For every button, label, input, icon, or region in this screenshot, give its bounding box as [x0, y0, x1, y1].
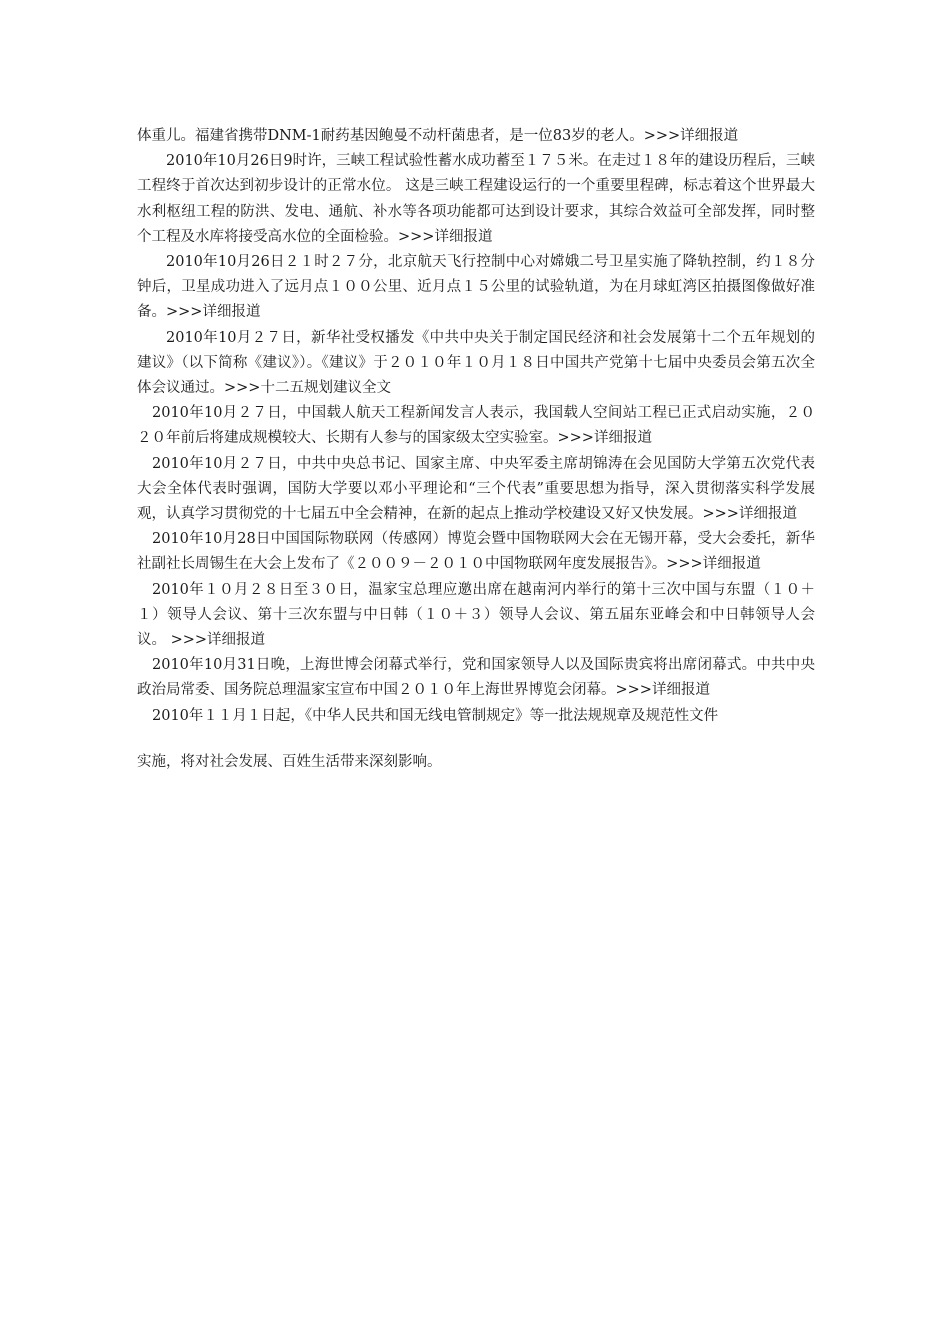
paragraph-4: 2010年10月２７日，新华社受权播发《中共中央关于制定国民经济和社会发展第十二个五年规划的建议》（以下简称《建议》）。《建议》于２０１０年１０月１８日中国共产党第十七届中央委员会第五次全体会议通过。>>>十二五规划建议全文: [137, 329, 815, 397]
document-body: [137, 124, 815, 775]
paragraph-9: 2010年10月31日晚，上海世博会闭幕式举行，党和国家领导人以及国际贵宾将出席闭幕式。中共中央政治局常委、国务院总理温家宝宣布中国２０１０年上海世界博览会闭幕。>>>详细报道: [137, 657, 815, 699]
paragraph-2: 2010年10月26日9时许，三峡工程试验性蓄水成功蓄至１７５米。在走过１８年的建设历程后，三峡工程终于首次达到初步设计的正常水位。 这是三峡工程建设运行的一个重要里程碑，标志着这个世界最大水利枢纽工程的防洪、发电、通航、补水等各项功能都可达到设计要求，其综合效益可全部发挥，同时整个工程及水库将接受高水位的全面检验。>>>详细报道: [137, 153, 815, 245]
paragraph-3: 2010年10月26日２１时２７分，北京航天飞行控制中心对嫦娥二号卫星实施了降轨控制，约１８分钟后，卫星成功进入了远月点１００公里、近月点１５公里的试验轨道，为在月球虹湾区拍摄图像做好准备。>>>详细报道: [137, 254, 815, 321]
paragraph-7: 2010年10月28日中国国际物联网（传感网）博览会暨中国物联网大会在无锡开幕，受大会委托，新华社副社长周锡生在大会上发布了《２００９－２０１０中国物联网年度发展报告》。>>>详细报道: [137, 531, 815, 573]
paragraph-6: 2010年10月２７日，中共中央总书记、国家主席、中央军委主席胡锦涛在会见国防大学第五次党代表大会全体代表时强调，国防大学要以邓小平理论和“三个代表”重要思想为指导，深入贯彻落实科学发展观，认真学习贯彻党的十七届五中全会精神，在新的起点上推动学校建设又好又快发展。>>>详细报道: [137, 455, 815, 523]
paragraph-10: 2010年１１月１日起，《中华人民共和国无线电管制规定》等一批法规规章及规范性文件: [152, 707, 719, 724]
paragraph-1: 体重儿。福建省携带DNM-1耐药基因鲍曼不动杆菌患者，是一位83岁的老人。>>>详细报道: [137, 128, 739, 144]
paragraph-11: 实施，将对社会发展、百姓生活带来深刻影响。: [137, 753, 442, 770]
paragraph-8: 2010年１０月２８日至３０日，温家宝总理应邀出席在越南河内举行的第十三次中国与东盟（１０＋１）领导人会议、第十三次东盟与中日韩（１０＋３）领导人会议、第五届东亚峰会和中日韩领导人会议。 >>>详细报道: [137, 581, 815, 649]
paragraph-5: 2010年10月２７日，中国载人航天工程新闻发言人表示，我国载人空间站工程已正式启动实施，２０２０年前后将建成规模较大、长期有人参与的国家级太空实验室。>>>详细报道: [137, 405, 815, 447]
